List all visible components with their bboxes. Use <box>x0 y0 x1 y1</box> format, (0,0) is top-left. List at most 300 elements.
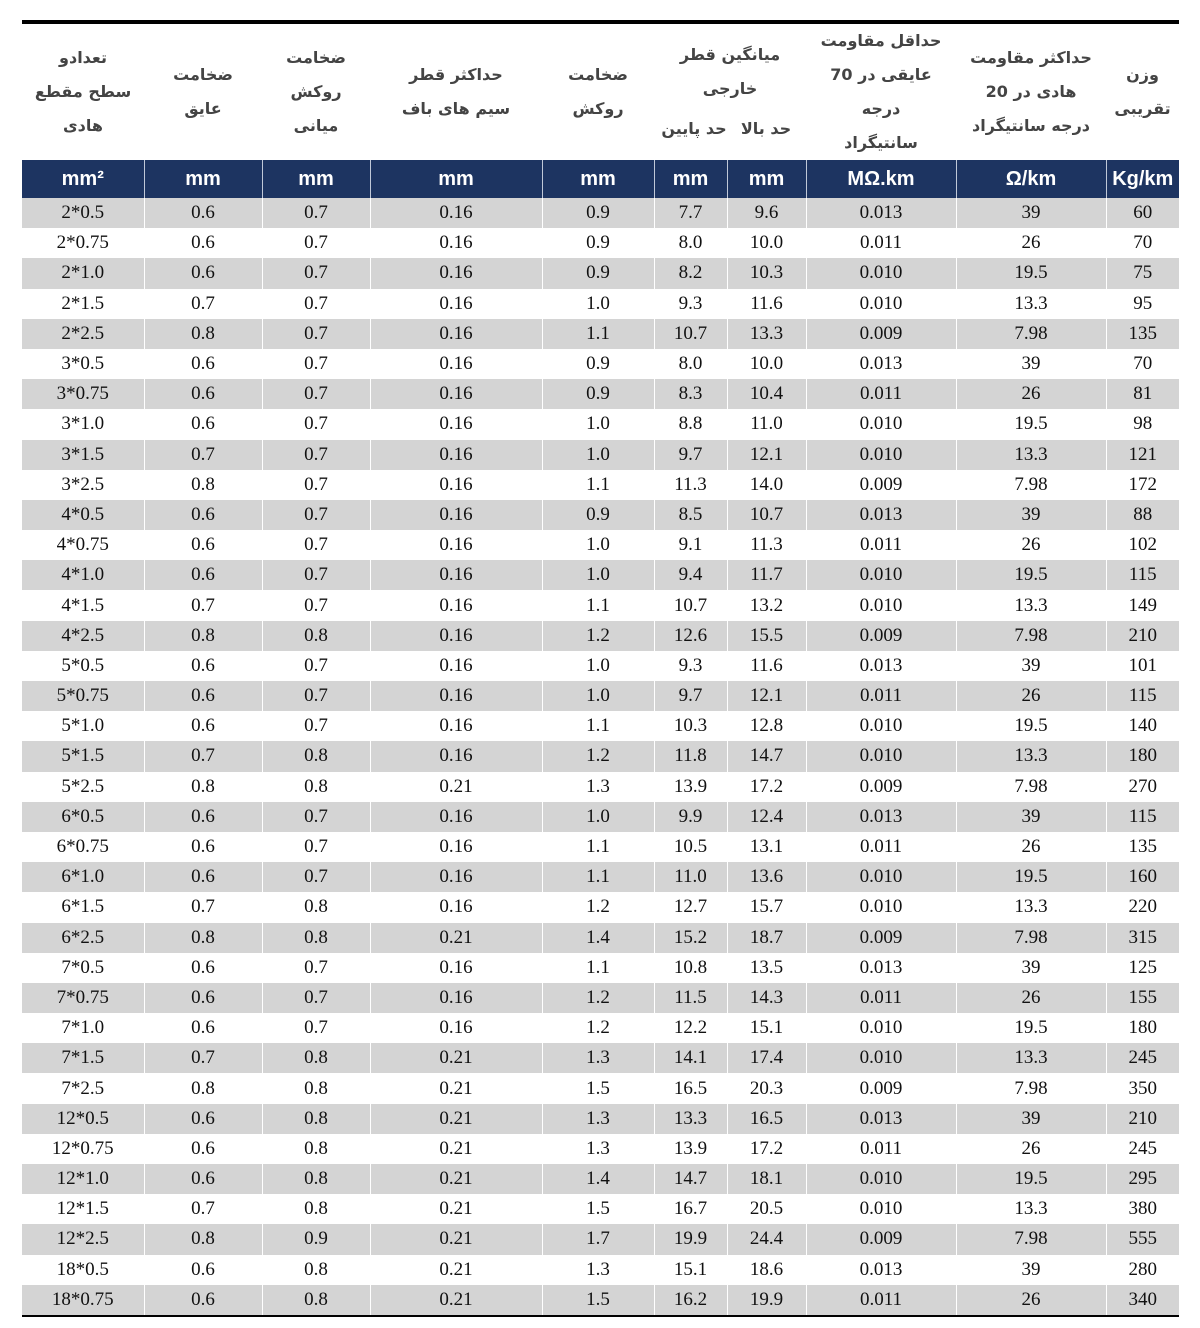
table-cell: 8.0 <box>654 228 727 258</box>
table-cell: 0.9 <box>542 349 654 379</box>
table-cell: 3*1.0 <box>61 413 105 435</box>
table-cell: 5*0.5 <box>61 654 105 676</box>
table-row <box>22 651 1179 681</box>
table-cell: 0.21 <box>370 1104 542 1134</box>
table-cell: 3*0.75 <box>22 379 144 409</box>
table-cell: 2*1.0 <box>22 258 144 288</box>
table-cell: 0.9 <box>542 258 654 288</box>
table-cell: 0.013 <box>806 651 956 681</box>
table-cell: 1.0 <box>542 440 654 470</box>
table-cell: 14.7 <box>727 741 806 771</box>
table-cell: 10.7 <box>727 500 806 530</box>
table-cell: 16.5 <box>727 1104 806 1134</box>
table-cell: 1.0 <box>542 681 654 711</box>
table-row <box>22 741 1179 771</box>
table-row <box>22 228 1179 258</box>
table-cell: 0.010 <box>806 440 956 470</box>
table-row <box>22 470 1179 500</box>
table-cell: 172 <box>1106 470 1179 500</box>
table-cell: 8.2 <box>654 258 727 288</box>
table-cell: 11.6 <box>727 651 806 681</box>
table-cell: 0.7 <box>262 530 370 560</box>
table-cell: 19.5 <box>956 409 1106 439</box>
table-cell: 10.7 <box>654 319 727 349</box>
table-cell: 0.6 <box>144 409 262 439</box>
table-cell: 121 <box>1106 440 1179 470</box>
table-cell: 0.009 <box>806 1224 956 1254</box>
table-cell: 0.7 <box>144 1194 262 1224</box>
table-cell: 0.011 <box>806 1134 956 1164</box>
table-cell: 14.3 <box>727 983 806 1013</box>
table-cell: 135 <box>1106 832 1179 862</box>
table-cell: 0.8 <box>144 1073 262 1103</box>
table-cell: 5*1.0 <box>61 715 105 737</box>
table-cell: 19.9 <box>727 1285 806 1315</box>
table-cell: 0.16 <box>370 500 542 530</box>
table-cell: 0.013 <box>806 1255 956 1285</box>
table-cell: 70 <box>1106 349 1179 379</box>
table-cell: 14.1 <box>654 1043 727 1073</box>
table-row <box>22 1164 1179 1194</box>
table-cell: 0.011 <box>806 681 956 711</box>
table-cell: 0.010 <box>806 741 956 771</box>
table-cell: 88 <box>1106 500 1179 530</box>
table-cell: 11.6 <box>727 289 806 319</box>
table-cell: 0.8 <box>262 1073 370 1103</box>
table-cell: 0.16 <box>370 560 542 590</box>
table-cell: 0.16 <box>370 711 542 741</box>
table-cell: 0.16 <box>370 802 542 832</box>
table-cell: 0.7 <box>144 590 262 620</box>
table-cell: 95 <box>1106 289 1179 319</box>
table-cell: 1.1 <box>542 832 654 862</box>
table-cell: 0.16 <box>370 1013 542 1043</box>
table-cell: 6*1.0 <box>22 862 144 892</box>
table-cell: 18.6 <box>727 1255 806 1285</box>
table-row <box>22 621 1179 651</box>
table-cell: 0.7 <box>144 440 262 470</box>
table-cell: 1.0 <box>542 530 654 560</box>
table-cell: 0.7 <box>144 1043 262 1073</box>
table-cell: 9.4 <box>654 560 727 590</box>
table-cell: 0.009 <box>806 621 956 651</box>
table-cell: 39 <box>956 198 1106 228</box>
table-row <box>22 1285 1179 1315</box>
table-cell: 0.7 <box>262 228 370 258</box>
table-cell: 125 <box>1106 953 1179 983</box>
table-row <box>22 379 1179 409</box>
table-cell: 12*1.0 <box>22 1164 144 1194</box>
table-cell: 1.1 <box>542 590 654 620</box>
table-cell: 17.2 <box>727 772 806 802</box>
table-cell: 0.013 <box>806 198 956 228</box>
table-cell: 140 <box>1106 711 1179 741</box>
table-cell: 1.3 <box>542 1255 654 1285</box>
table-cell: 15.7 <box>727 892 806 922</box>
table-cell: 26 <box>956 681 1106 711</box>
table-cell: 0.7 <box>262 953 370 983</box>
table-cell: 0.7 <box>144 892 262 922</box>
table-cell: 0.8 <box>262 923 370 953</box>
table-cell: 0.6 <box>144 1104 262 1134</box>
table-cell: 9.9 <box>654 802 727 832</box>
table-cell: 10.3 <box>727 258 806 288</box>
table-cell: 7*0.5 <box>61 956 105 978</box>
table-cell: 11.0 <box>654 862 727 892</box>
table-cell: 12.7 <box>654 892 727 922</box>
table-cell: 0.21 <box>370 1073 542 1103</box>
table-cell: 39 <box>956 349 1106 379</box>
table-cell: 7.98 <box>956 470 1106 500</box>
unit-cell: mm <box>727 160 806 198</box>
table-cell: 0.8 <box>144 621 262 651</box>
table-cell: 9.7 <box>654 681 727 711</box>
table-cell: 0.16 <box>370 379 542 409</box>
table-cell: 0.009 <box>806 470 956 500</box>
table-cell: 16.7 <box>654 1194 727 1224</box>
table-cell: 2*2.5 <box>22 319 144 349</box>
table-cell: 1.2 <box>542 892 654 922</box>
table-cell: 12*0.75 <box>51 1137 114 1159</box>
table-cell: 0.16 <box>370 198 542 228</box>
table-cell: 12.1 <box>727 440 806 470</box>
cable-spec-table-container <box>22 20 1179 1317</box>
table-cell: 0.16 <box>370 319 542 349</box>
table-cell: 0.010 <box>806 560 956 590</box>
table-cell: 0.013 <box>806 349 956 379</box>
unit-cell: mm <box>144 160 262 198</box>
table-cell: 7*1.5 <box>22 1043 144 1073</box>
table-cell: 13.9 <box>654 1134 727 1164</box>
table-cell: 8.3 <box>654 379 727 409</box>
table-cell: 0.16 <box>370 983 542 1013</box>
header-insulation-thickness: ضخامت عایق <box>173 65 233 118</box>
table-cell: 210 <box>1106 621 1179 651</box>
table-cell: 0.009 <box>806 923 956 953</box>
table-cell: 0.16 <box>370 590 542 620</box>
table-cell: 0.7 <box>262 289 370 319</box>
table-cell: 0.8 <box>262 892 370 922</box>
table-cell: 1.2 <box>542 741 654 771</box>
table-cell: 26 <box>956 530 1106 560</box>
table-row <box>22 983 1179 1013</box>
table-cell: 1.5 <box>542 1073 654 1103</box>
table-cell: 0.21 <box>370 1194 542 1224</box>
table-cell: 18.7 <box>727 923 806 953</box>
table-cell: 135 <box>1106 319 1179 349</box>
table-cell: 0.16 <box>370 289 542 319</box>
table-cell: 13.3 <box>956 289 1106 319</box>
table-cell: 0.6 <box>144 953 262 983</box>
table-cell: 0.9 <box>542 379 654 409</box>
table-cell: 0.6 <box>144 379 262 409</box>
table-cell: 180 <box>1106 741 1179 771</box>
table-row <box>22 590 1179 620</box>
table-cell: 10.4 <box>727 379 806 409</box>
table-cell: 12.8 <box>727 711 806 741</box>
table-cell: 10.3 <box>654 711 727 741</box>
subheader-upper-limit: حد بالا <box>740 119 792 138</box>
table-cell: 7.7 <box>654 198 727 228</box>
table-cell: 20.3 <box>727 1073 806 1103</box>
table-cell: 7*0.75 <box>22 983 144 1013</box>
table-cell: 0.6 <box>144 228 262 258</box>
table-cell: 0.7 <box>144 289 262 319</box>
table-cell: 210 <box>1106 1104 1179 1134</box>
table-cell: 0.8 <box>144 923 262 953</box>
header-sheath-thickness: ضخامت روکش <box>568 65 628 118</box>
unit-cell: Kg/km <box>1106 160 1179 198</box>
table-cell: 4*0.75 <box>56 534 109 556</box>
table-cell: 0.7 <box>262 1013 370 1043</box>
table-cell: 1.4 <box>542 1164 654 1194</box>
table-cell: 0.8 <box>262 1043 370 1073</box>
table-cell: 24.4 <box>727 1224 806 1254</box>
table-cell: 1.5 <box>542 1194 654 1224</box>
subheader-lower-limit: حد پایین <box>661 119 727 138</box>
table-cell: 0.21 <box>370 1164 542 1194</box>
unit-cell: MΩ.km <box>806 160 956 198</box>
table-cell: 7*2.5 <box>61 1077 105 1099</box>
table-cell: 11.7 <box>727 560 806 590</box>
table-cell: 15.1 <box>654 1255 727 1285</box>
table-cell: 0.7 <box>262 198 370 228</box>
table-cell: 0.16 <box>370 953 542 983</box>
table-cell: 0.8 <box>262 1194 370 1224</box>
table-cell: 0.010 <box>806 1043 956 1073</box>
table-cell: 8.8 <box>654 409 727 439</box>
table-cell: 0.7 <box>262 258 370 288</box>
table-cell: 26 <box>956 983 1106 1013</box>
table-cell: 0.7 <box>262 440 370 470</box>
table-row <box>22 319 1179 349</box>
table-cell: 17.2 <box>727 1134 806 1164</box>
table-row <box>22 289 1179 319</box>
table-cell: 0.8 <box>262 741 370 771</box>
table-cell: 0.6 <box>144 651 262 681</box>
table-cell: 26 <box>956 379 1106 409</box>
table-cell: 19.5 <box>956 1164 1106 1194</box>
table-cell: 18*0.75 <box>22 1285 144 1315</box>
table-cell: 0.010 <box>806 862 956 892</box>
table-cell: 0.21 <box>370 1134 542 1164</box>
table-cell: 0.16 <box>370 892 542 922</box>
table-cell: 6*2.5 <box>22 923 144 953</box>
table-cell: 6*0.75 <box>56 836 109 858</box>
table-cell: 0.011 <box>806 530 956 560</box>
table-cell: 10.0 <box>727 228 806 258</box>
table-cell: 13.5 <box>727 953 806 983</box>
table-cell: 0.010 <box>806 590 956 620</box>
table-cell: 0.6 <box>144 258 262 288</box>
table-cell: 12*2.5 <box>22 1224 144 1254</box>
table-cell: 13.3 <box>956 590 1106 620</box>
table-cell: 39 <box>956 500 1106 530</box>
table-cell: 180 <box>1106 1013 1179 1043</box>
table-cell: 13.2 <box>727 590 806 620</box>
table-cell: 0.8 <box>262 1255 370 1285</box>
table-cell: 13.6 <box>727 862 806 892</box>
table-cell: 0.6 <box>144 198 262 228</box>
table-cell: 12.4 <box>727 802 806 832</box>
table-cell: 0.6 <box>144 832 262 862</box>
table-cell: 7*1.0 <box>61 1017 105 1039</box>
table-cell: 0.009 <box>806 772 956 802</box>
table-cell: 0.9 <box>542 198 654 228</box>
table-cell: 160 <box>1106 862 1179 892</box>
table-cell: 0.7 <box>262 651 370 681</box>
table-cell: 2*1.5 <box>61 292 105 314</box>
table-cell: 0.21 <box>370 1043 542 1073</box>
table-cell: 3*2.5 <box>61 473 105 495</box>
table-cell: 0.7 <box>262 470 370 500</box>
table-cell: 0.010 <box>806 258 956 288</box>
table-cell: 13.3 <box>956 892 1106 922</box>
table-cell: 5*0.75 <box>22 681 144 711</box>
table-cell: 0.6 <box>144 560 262 590</box>
table-cell: 2*0.5 <box>22 198 144 228</box>
table-row <box>22 530 1179 560</box>
table-row <box>22 258 1179 288</box>
table-cell: 0.013 <box>806 953 956 983</box>
table-cell: 0.6 <box>144 1255 262 1285</box>
table-cell: 0.010 <box>806 892 956 922</box>
table-cell: 0.8 <box>262 772 370 802</box>
table-cell: 1.7 <box>542 1224 654 1254</box>
table-cell: 102 <box>1106 530 1179 560</box>
table-cell: 1.1 <box>542 470 654 500</box>
table-row <box>22 1134 1179 1164</box>
table-cell: 1.3 <box>542 1134 654 1164</box>
table-cell: 0.6 <box>144 983 262 1013</box>
header-row <box>22 24 1179 160</box>
table-cell: 1.2 <box>542 983 654 1013</box>
table-cell: 1.3 <box>542 772 654 802</box>
table-cell: 0.16 <box>370 228 542 258</box>
table-cell: 0.7 <box>262 319 370 349</box>
table-cell: 0.9 <box>542 228 654 258</box>
table-cell: 220 <box>1106 892 1179 922</box>
table-cell: 1.4 <box>542 923 654 953</box>
table-cell: 1.1 <box>542 862 654 892</box>
table-row <box>22 711 1179 741</box>
table-cell: 70 <box>1106 228 1179 258</box>
table-cell: 13.9 <box>654 772 727 802</box>
table-row <box>22 1013 1179 1043</box>
table-cell: 0.6 <box>144 500 262 530</box>
table-cell: 0.21 <box>370 923 542 953</box>
table-cell: 0.010 <box>806 711 956 741</box>
table-row <box>22 440 1179 470</box>
table-cell: 1.0 <box>542 560 654 590</box>
table-cell: 0.010 <box>806 409 956 439</box>
table-cell: 0.7 <box>262 983 370 1013</box>
table-cell: 26 <box>956 1285 1106 1315</box>
table-cell: 0.6 <box>144 1164 262 1194</box>
table-cell: 245 <box>1106 1043 1179 1073</box>
table-cell: 380 <box>1106 1194 1179 1224</box>
table-cell: 0.7 <box>262 349 370 379</box>
table-cell: 13.3 <box>956 741 1106 771</box>
table-cell: 39 <box>956 1255 1106 1285</box>
table-cell: 7.98 <box>956 923 1106 953</box>
table-cell: 11.8 <box>654 741 727 771</box>
cable-spec-table <box>22 24 1179 1315</box>
table-cell: 3*1.5 <box>22 440 144 470</box>
table-cell: 0.011 <box>806 832 956 862</box>
table-cell: 0.7 <box>262 590 370 620</box>
table-cell: 0.6 <box>144 681 262 711</box>
table-cell: 0.011 <box>806 228 956 258</box>
table-cell: 0.011 <box>806 983 956 1013</box>
table-cell: 0.8 <box>262 1104 370 1134</box>
unit-cell: mm <box>370 160 542 198</box>
table-cell: 6*1.5 <box>61 896 105 918</box>
unit-cell: Ω/km <box>956 160 1106 198</box>
table-row <box>22 1194 1179 1224</box>
table-cell: 19.9 <box>654 1224 727 1254</box>
table-cell: 1.1 <box>542 953 654 983</box>
table-row <box>22 1255 1179 1285</box>
table-cell: 19.5 <box>956 560 1106 590</box>
table-cell: 81 <box>1106 379 1179 409</box>
table-cell: 39 <box>956 802 1106 832</box>
header-mean-outer-diameter: میانگین قطر خارجی حد پایین حد بالا <box>654 24 806 160</box>
table-cell: 19.5 <box>956 862 1106 892</box>
table-cell: 26 <box>956 228 1106 258</box>
table-cell: 1.0 <box>542 802 654 832</box>
table-cell: 101 <box>1106 651 1179 681</box>
table-cell: 9.1 <box>654 530 727 560</box>
table-cell: 17.4 <box>727 1043 806 1073</box>
table-row <box>22 409 1179 439</box>
table-cell: 0.7 <box>262 409 370 439</box>
table-cell: 1.1 <box>542 319 654 349</box>
table-cell: 0.7 <box>262 711 370 741</box>
table-cell: 4*1.5 <box>61 594 105 616</box>
table-cell: 0.7 <box>262 500 370 530</box>
table-cell: 155 <box>1106 983 1179 1013</box>
table-cell: 39 <box>956 1104 1106 1134</box>
table-cell: 0.013 <box>806 500 956 530</box>
table-cell: 15.2 <box>654 923 727 953</box>
table-cell: 350 <box>1106 1073 1179 1103</box>
table-cell: 7.98 <box>956 621 1106 651</box>
table-cell: 1.2 <box>542 1013 654 1043</box>
table-cell: 10.7 <box>654 590 727 620</box>
table-cell: 13.3 <box>654 1104 727 1134</box>
unit-cell: mm <box>654 160 727 198</box>
table-cell: 19.5 <box>956 258 1106 288</box>
table-cell: 115 <box>1106 560 1179 590</box>
table-cell: 0.009 <box>806 1073 956 1103</box>
table-cell: 0.21 <box>370 1285 542 1315</box>
unit-cell: mm² <box>22 160 144 198</box>
table-cell: 9.3 <box>654 651 727 681</box>
table-cell: 0.21 <box>370 1224 542 1254</box>
table-cell: 0.8 <box>262 621 370 651</box>
table-cell: 0.16 <box>370 621 542 651</box>
table-row <box>22 349 1179 379</box>
table-row <box>22 1104 1179 1134</box>
table-cell: 0.6 <box>144 1285 262 1315</box>
table-cell: 0.7 <box>262 832 370 862</box>
table-cell: 7.98 <box>956 319 1106 349</box>
table-cell: 0.6 <box>144 802 262 832</box>
table-row <box>22 198 1179 228</box>
table-cell: 14.0 <box>727 470 806 500</box>
table-row <box>22 1043 1179 1073</box>
